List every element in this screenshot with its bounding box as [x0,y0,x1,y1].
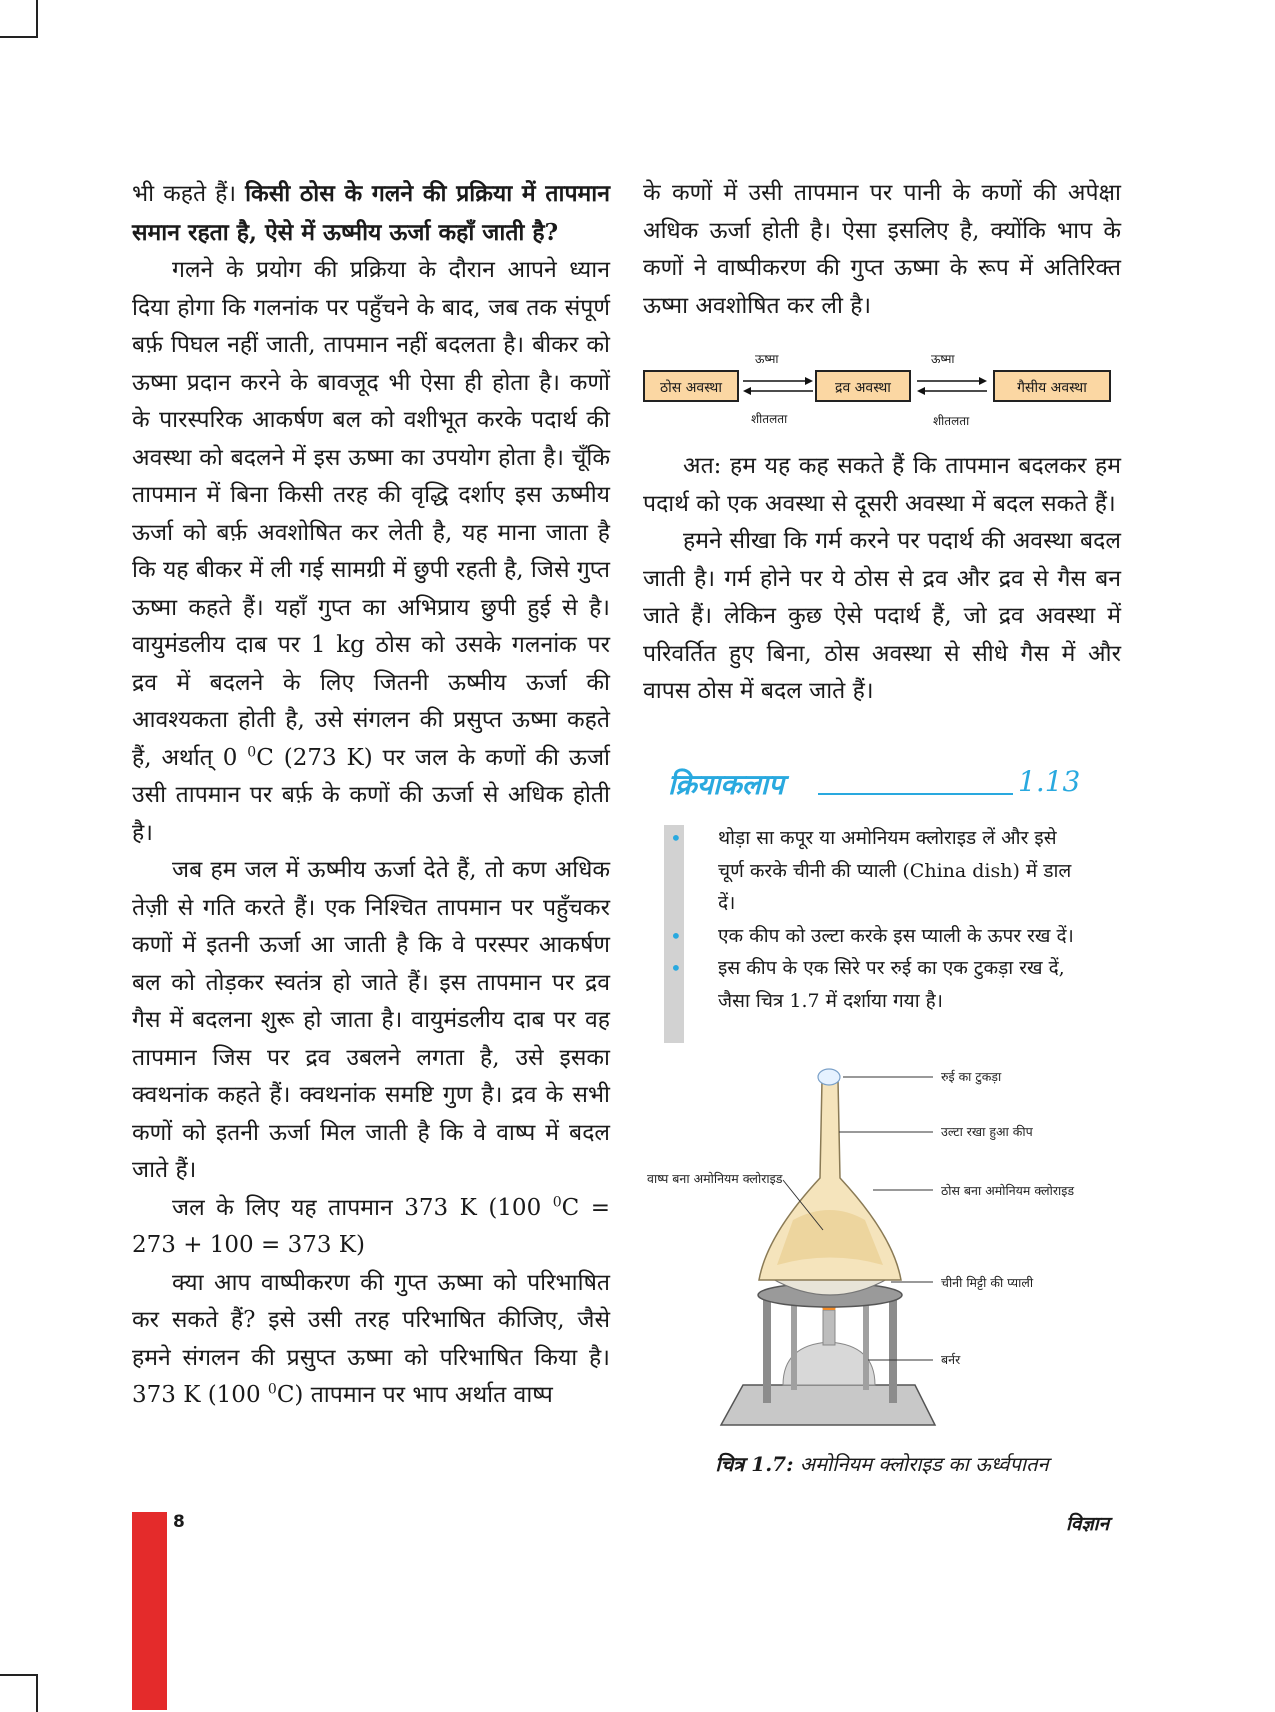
book-title: विज्ञान [1066,1513,1110,1535]
activity-number: 1.13 [1018,765,1081,798]
cooling-label: शीतलता [933,414,970,428]
paragraph-text: C (273 K) पर जल के कणों की ऊर्जा उसी तापमान पर बर्फ़ के कणों की ऊर्जा से अधिक होती है। [132,744,610,846]
solid-state-box: ठोस अवस्था [643,370,739,402]
sublimation-apparatus-illustration [643,1060,1121,1460]
paragraph [132,252,610,852]
cotton-label: रुई का टुकड़ा [941,1069,1002,1084]
bullet-icon: • [670,826,682,850]
paragraph-text: C) तापमान पर भाप अर्थात वाष्प [276,1382,553,1408]
paragraph [132,175,610,252]
paragraph: हमने सीखा कि गर्म करने पर पदार्थ की अवस्था बदल जाती है। गर्म होने पर ये ठोस से द्रव और द्रव से गैस बन जाते हैं। लेकिन कुछ ऐसे पदार्थ हैं, जो द्रव अवस्था में परिवर्तित हुए बिना, ठोस अवस्था से सीधे गैस में और वापस ठोस में बदल जाते हैं। [643,528,1121,704]
paragraph [132,1265,610,1415]
caption-text: अमोनियम क्लोराइड का ऊर्ध्वपातन [793,1452,1049,1476]
list-item-text: इस कीप के एक सिरे पर रुई का एक टुकड़ा रख दें, जैसा चित्र 1.7 में दर्शाया गया है। [718,957,1065,1012]
left-column [132,175,610,1415]
paragraph-text: जल के लिए यह तापमान 373 K (100 [172,1194,553,1221]
degree-superscript: 0 [552,1193,562,1210]
paragraph [132,1190,610,1265]
paragraph: अत: हम यह कह सकते हैं कि तापमान बदलकर हम पदार्थ को एक अवस्था से दूसरी अवस्था में बदल सकते हैं। [643,453,1121,517]
china-dish-label: चीनी मिट्टी की प्याली [941,1275,1034,1290]
reversible-arrows-icon [915,372,989,400]
list-item [670,920,1086,953]
liquid-state-box: द्रव अवस्था [815,370,911,402]
activity-title: क्रियाकलाप [668,768,784,801]
state-change-diagram [643,350,1121,430]
paragraph: के कणों में उसी तापमान पर पानी के कणों की अपेक्षा अधिक ऊर्जा होती है। ऐसा इसलिए है, क्योंकि भाप के कणों ने वाष्पीकरण की गुप्त ऊष्मा के रूप में अतिरिक्त ऊष्मा अवशोषित कर ली है। [643,180,1121,319]
activity-heading [668,765,1088,805]
crop-mark-bottom [0,1674,38,1712]
crop-mark-top [0,0,38,38]
funnel-label: उल्टा रखा हुआ कीप [941,1124,1033,1139]
heading-rule [818,793,1013,795]
list-item [670,952,1086,1017]
page-edge-bar [132,1512,167,1710]
heat-label: ऊष्मा [755,352,779,366]
right-column-top [643,175,1121,325]
paragraph-text: C = 273 + 100 = 373 K) [132,1194,610,1258]
solid-deposit-label: ठोस बना अमोनियम क्लोराइड [941,1183,1075,1198]
bullet-icon: • [670,956,682,980]
paragraph-text: भी कहते हैं। [132,181,246,207]
bold-question: किसी ठोस के गलने की प्रक्रिया में तापमान समान रहता है, ऐसे में ऊष्मीय ऊर्जा कहाँ जाती है? [132,180,610,246]
right-column-middle [643,448,1121,711]
list-item [670,822,1086,920]
heat-label: ऊष्मा [931,352,955,366]
burner-label: बर्नर [941,1352,961,1367]
caption-label: चित्र 1.7: [715,1452,794,1476]
sublimation-figure [643,1060,1121,1460]
activity-list [670,822,1086,1017]
paragraph: जब हम जल में ऊष्मीय ऊर्जा देते हैं, तो कण अधिक तेज़ी से गति करते हैं। एक निश्चित तापमान पर पहुँचकर कणों में इतनी ऊर्जा आ जाती है कि वे परस्पर आकर्षण बल को तोड़कर स्वतंत्र हो जाते हैं। इस तापमान पर द्रव गैस में बदलना शुरू हो जाता है। वायुमंडलीय दाब पर वह तापमान जिस पर द्रव उबलने लगता है, उसे इसका क्वथनांक कहते हैं। क्वथनांक समष्टि गुण है। द्रव के सभी कणों को इतनी ऊर्जा मिल जाती है कि वे वाष्प में बदल जाते हैं। [132,857,610,1183]
page-number: 8 [173,1512,185,1532]
list-item-text: एक कीप को उल्टा करके इस प्याली के ऊपर रख दें। [718,924,1074,947]
paragraph-text: गलने के प्रयोग की प्रक्रिया के दौरान आपने ध्यान दिया होगा कि गलनांक पर पहुँचने के बाद, जब तक संपूर्ण बर्फ़ पिघल नहीं जाती, तापमान नहीं बदलता है। बीकर को ऊष्मा प्रदान करने के बावजूद भी ऐसा ही होता है। कणों के पारस्परिक आकर्षण बल को वशीभूत करके पदार्थ की अवस्था को बदलने में इस ऊष्मा का उपयोग होता है। चूँकि तापमान में बिना किसी तरह की वृद्धि दर्शाए इस ऊष्मीय ऊर्जा को बर्फ़ अवशोषित कर लेती है, यह माना जाता है कि यह बीकर में ली गई सामग्री में छुपी रहती है, जिसे गुप्त ऊष्मा कहते हैं। यहाँ गुप्त का अभिप्राय छुपी हुई से है। वायुमंडलीय दाब पर 1 kg ठोस को उसके गलनांक पर द्रव में बदलने के लिए जितनी ऊष्मीय ऊर्जा की आवश्यकता होती है, उसे संगलन की प्रसुप्त ऊष्मा कहते हैं, अर्थात् 0 [132,257,610,771]
list-item-text: थोड़ा सा कपूर या अमोनियम क्लोराइड लें और इसे चूर्ण करके चीनी की प्याली (China dish) में डाल दें। [718,827,1072,914]
gas-state-box: गैसीय अवस्था [993,370,1111,402]
degree-superscript: 0 [247,743,257,760]
degree-superscript: 0 [267,1381,277,1398]
bullet-icon: • [670,923,682,948]
cooling-label: शीतलता [751,412,788,426]
figure-caption [643,1450,1121,1477]
paragraph-text: क्या आप वाष्पीकरण की गुप्त ऊष्मा को परिभाषित कर सकते हैं? इसे उसी तरह परिभाषित कीजिए, जैसे हमने संगलन की प्रसुप्त ऊष्मा को परिभाषित किया है। 373 K (100 [132,1269,610,1408]
reversible-arrows-icon [741,372,815,400]
vapour-label: वाष्प बना अमोनियम क्लोराइड [647,1171,783,1186]
